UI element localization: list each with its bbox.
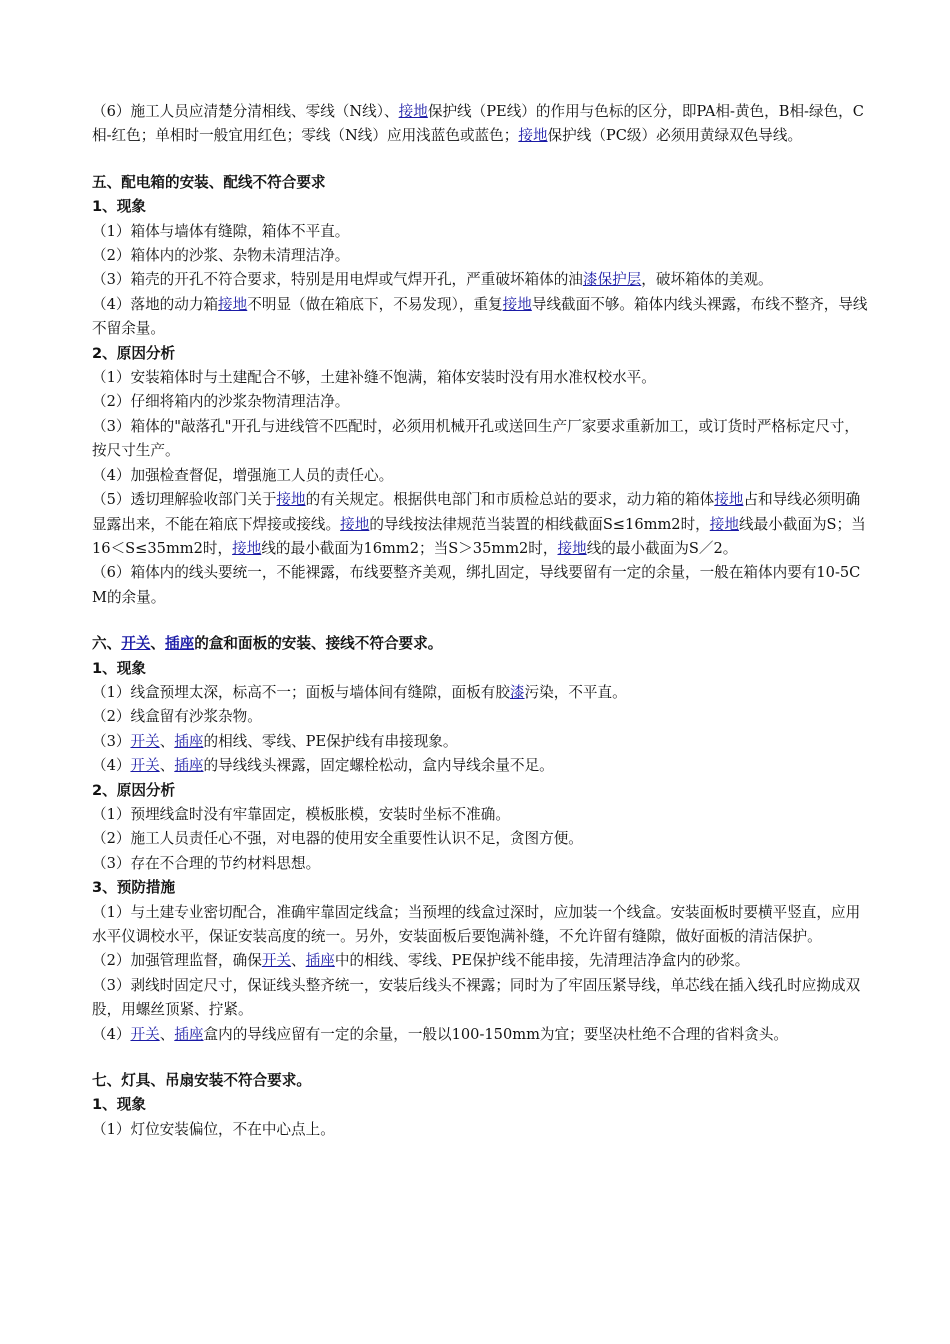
text-run: ，破坏箱体的美观。 bbox=[641, 271, 773, 289]
text-run: 污染，不平直。 bbox=[524, 683, 627, 701]
keyword-link[interactable]: 插座 bbox=[174, 732, 204, 750]
section-heading bbox=[92, 1069, 872, 1093]
text-run: （2）加强管理监督，确保 bbox=[92, 952, 262, 970]
text-run: 保护线（PE线）的作用与色标的区分，即PA相-黄色，B相-绿色，C相-红色；单相时一般宜用红色；零线（N线）应用浅蓝色或蓝色； bbox=[92, 103, 864, 145]
keyword-link[interactable]: 开关 bbox=[121, 635, 151, 653]
text-run: 1、现象 bbox=[92, 198, 146, 216]
body-paragraph bbox=[92, 949, 872, 973]
text-run: （2）线盒留有沙浆杂物。 bbox=[92, 708, 262, 726]
body-paragraph bbox=[92, 464, 872, 488]
text-run: 2、原因分析 bbox=[92, 781, 176, 799]
text-run: （1）箱体与墙体有缝隙，箱体不平直。 bbox=[92, 222, 350, 240]
text-run: （5）透切理解验收部门关于 bbox=[92, 491, 277, 509]
text-run: 六、 bbox=[92, 635, 122, 653]
keyword-link[interactable]: 开关 bbox=[261, 952, 292, 970]
keyword-link[interactable]: 开关 bbox=[130, 757, 160, 775]
body-paragraph bbox=[92, 220, 872, 244]
text-run: 线最小截面为S；当16＜S≤35mm2时， bbox=[92, 515, 866, 557]
body-paragraph bbox=[92, 1023, 872, 1047]
text-run: （4） bbox=[92, 757, 131, 775]
text-run: 、 bbox=[150, 635, 166, 653]
text-run: 五、配电箱的安装、配线不符合要求 bbox=[92, 173, 326, 191]
keyword-link[interactable]: 接地 bbox=[518, 127, 548, 145]
text-run: 导线截面不够。箱体内线头裸露，布线不整齐，导线不留余量。 bbox=[92, 295, 868, 338]
text-run: 2、原因分析 bbox=[92, 344, 176, 362]
text-run: （1）灯位安装偏位，不在中心点上。 bbox=[92, 1120, 335, 1138]
keyword-link[interactable]: 插座 bbox=[165, 635, 195, 653]
keyword-link[interactable]: 漆保护层 bbox=[582, 271, 642, 289]
text-run: 的导线按法律规范当装置的相线截面S≤16mm2时， bbox=[369, 515, 710, 533]
text-run: 、 bbox=[159, 732, 175, 750]
body-paragraph bbox=[92, 100, 872, 149]
section-spacer bbox=[92, 610, 872, 632]
body-paragraph bbox=[92, 901, 872, 950]
body-paragraph bbox=[92, 730, 872, 754]
text-run: 的盒和面板的安装、接线不符合要求。 bbox=[194, 635, 443, 653]
text-run: 的相线、零线、PE保护线有串接现象。 bbox=[203, 732, 458, 750]
body-paragraph bbox=[92, 681, 872, 705]
text-run: 不明显（做在箱底下，不易发现），重复 bbox=[247, 295, 503, 313]
text-run: 1、现象 bbox=[92, 659, 146, 677]
text-run: （3） bbox=[92, 732, 131, 750]
keyword-link[interactable]: 接地 bbox=[398, 103, 428, 120]
keyword-link[interactable]: 接地 bbox=[232, 539, 262, 557]
body-paragraph bbox=[92, 827, 872, 851]
text-run: 、 bbox=[159, 1025, 175, 1043]
text-run: （4）落地的动力箱 bbox=[92, 295, 219, 313]
body-paragraph bbox=[92, 390, 872, 414]
document-page bbox=[92, 100, 872, 1142]
keyword-link[interactable]: 接地 bbox=[218, 295, 248, 313]
text-run: （6）施工人员应清楚分清相线、零线（N线）、 bbox=[92, 103, 399, 120]
text-run: （4）加强检查督促，增强施工人员的责任心。 bbox=[92, 466, 394, 484]
body-paragraph bbox=[92, 415, 872, 464]
text-run: （2）箱体内的沙浆、杂物未清理洁净。 bbox=[92, 247, 350, 265]
text-run: 七、灯具、吊扇安装不符合要求。 bbox=[92, 1072, 311, 1090]
text-run: 线的最小截面为16mm2；当S＞35mm2时， bbox=[261, 539, 558, 557]
section-heading bbox=[92, 195, 872, 219]
body-paragraph bbox=[92, 488, 872, 561]
body-paragraph bbox=[92, 974, 872, 1023]
keyword-link[interactable]: 接地 bbox=[714, 491, 744, 509]
body-paragraph bbox=[92, 1118, 872, 1142]
text-run: 盒内的导线应留有一定的余量，一般以100-150mm为宜；要坚决杜绝不合理的省料贪头。 bbox=[203, 1025, 789, 1043]
body-paragraph bbox=[92, 852, 872, 876]
body-paragraph bbox=[92, 754, 872, 778]
body-paragraph bbox=[92, 705, 872, 729]
text-run: 、 bbox=[291, 952, 306, 970]
text-run: （3）箱体的"敲落孔"开孔与进线管不匹配时，必须用机械开孔或送回生产厂家要求重新加工，或订货时严格标定尺寸，按尺寸生产。 bbox=[92, 417, 859, 460]
text-run: 线的最小截面为S／2。 bbox=[586, 539, 738, 557]
keyword-link[interactable]: 接地 bbox=[340, 515, 370, 533]
text-run: （1）与土建专业密切配合，准确牢靠固定线盒；当预埋的线盒过深时，应加装一个线盒。安装面板时要横平竖直，应用水平仪调校水平，保证安装高度的统一。另外，安装面板后要饱满补缝，不允许留有缝隙，做好面板的清洁保护。 bbox=[92, 903, 861, 945]
section-heading bbox=[92, 632, 872, 656]
section-spacer bbox=[92, 1047, 872, 1069]
body-paragraph bbox=[92, 244, 872, 268]
text-run: 、 bbox=[159, 757, 175, 775]
section-spacer bbox=[92, 149, 872, 171]
text-run: （3）存在不合理的节约材料思想。 bbox=[92, 854, 321, 872]
section-heading bbox=[92, 779, 872, 803]
keyword-link[interactable]: 接地 bbox=[557, 539, 587, 557]
text-run: （2）施工人员责任心不强，对电器的使用安全重要性认识不足，贪图方便。 bbox=[92, 830, 583, 848]
keyword-link[interactable]: 漆 bbox=[509, 683, 525, 701]
text-run: 占和导线必须明确显露出来，不能在箱底下焊接或接线。 bbox=[92, 491, 861, 533]
text-run: 保护线（PC级）必须用黄绿双色导线。 bbox=[547, 127, 803, 145]
text-run: 3、预防措施 bbox=[92, 879, 176, 897]
keyword-link[interactable]: 开关 bbox=[130, 1025, 160, 1043]
keyword-link[interactable]: 接地 bbox=[502, 295, 532, 313]
keyword-link[interactable]: 接地 bbox=[276, 491, 306, 509]
section-heading bbox=[92, 657, 872, 681]
text-run: （4） bbox=[92, 1025, 131, 1043]
text-run: （1）预埋线盒时没有牢靠固定，模板胀模，安装时坐标不准确。 bbox=[92, 805, 510, 823]
text-run: （3）剥线时固定尺寸，保证线头整齐统一，安装后线头不裸露；同时为了牢固压紧导线，单芯线在插入线孔时应拗成双股，用螺丝顶紧、拧紧。 bbox=[92, 976, 861, 1019]
text-run: （6）箱体内的线头要统一，不能裸露，布线要整齐美观，绑扎固定，导线要留有一定的余量，一般在箱体内要有10-5CM的余量。 bbox=[92, 564, 861, 606]
text-run: （1）安装箱体时与土建配合不够，土建补缝不饱满，箱体安装时没有用水准权校水平。 bbox=[92, 369, 656, 387]
body-paragraph bbox=[92, 293, 872, 342]
text-run: 中的相线、零线、PE保护线不能串接，先清理洁净盒内的砂浆。 bbox=[334, 952, 750, 970]
section-heading bbox=[92, 342, 872, 366]
text-run: （2）仔细将箱内的沙浆杂物清理洁净。 bbox=[92, 393, 350, 411]
section-heading bbox=[92, 1093, 872, 1117]
text-run: （1）线盒预埋太深，标高不一；面板与墙体间有缝隙，面板有胶 bbox=[92, 683, 510, 701]
keyword-link[interactable]: 插座 bbox=[174, 757, 204, 775]
keyword-link[interactable]: 插座 bbox=[305, 952, 335, 970]
section-heading bbox=[92, 876, 872, 900]
body-paragraph bbox=[92, 366, 872, 390]
text-run: 1、现象 bbox=[92, 1096, 146, 1114]
text-run: 的有关规定。根据供电部门和市质检总站的要求，动力箱的箱体 bbox=[305, 491, 715, 509]
text-run: 的导线线头裸露，固定螺栓松动，盒内导线余量不足。 bbox=[203, 757, 554, 775]
body-paragraph bbox=[92, 268, 872, 292]
text-run: （3）箱壳的开孔不符合要求，特别是用电焊或气焊开孔，严重破坏箱体的油 bbox=[92, 271, 583, 289]
section-heading bbox=[92, 171, 872, 195]
body-paragraph bbox=[92, 803, 872, 827]
keyword-link[interactable]: 开关 bbox=[130, 732, 160, 750]
keyword-link[interactable]: 接地 bbox=[709, 515, 739, 533]
body-paragraph bbox=[92, 561, 872, 610]
keyword-link[interactable]: 插座 bbox=[174, 1025, 204, 1043]
